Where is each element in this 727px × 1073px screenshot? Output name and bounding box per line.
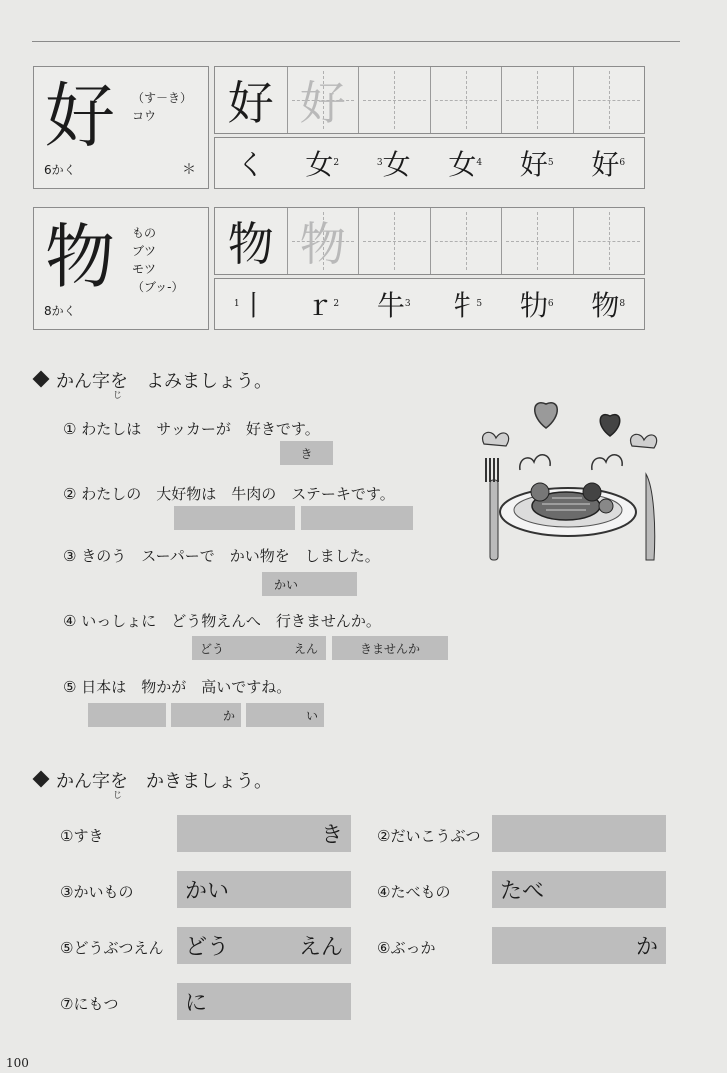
stroke-step: 好 6 (591, 148, 626, 181)
section-title-read: かん字を よみましょう。 (35, 367, 272, 393)
fork-icon (490, 480, 498, 560)
practice-cell[interactable] (501, 208, 573, 274)
stroke-step: ｒ 2 (305, 289, 340, 322)
write-box-7[interactable]: に (177, 983, 351, 1020)
kanji-character: 好 (45, 75, 115, 157)
steak-dinner-illustration (470, 388, 670, 568)
read-question-3: ③ きのう スーパーで かい物を しました。 (63, 547, 380, 565)
practice-cell: 物 (227, 217, 274, 271)
write-box-1[interactable]: き (177, 815, 351, 852)
kanji-character: 物 (45, 216, 115, 298)
header-rule (32, 41, 680, 42)
stroke-step: 物 8 (591, 289, 626, 322)
asterisk-mark: ＊ (182, 162, 196, 178)
write-label-5: ⑤どうぶつえん (60, 939, 164, 957)
diamond-bullet-icon (33, 771, 50, 788)
write-box-3[interactable]: かい (177, 871, 351, 908)
answer-box[interactable] (174, 506, 295, 530)
answer-box[interactable]: い (246, 703, 324, 727)
stroke-order-mono (214, 278, 645, 330)
write-label-3: ③かいもの (60, 883, 134, 901)
stroke-step: 3 女 (376, 148, 411, 181)
answer-box[interactable]: かい (262, 572, 357, 596)
practice-cell[interactable] (501, 67, 573, 133)
read-question-2: ② わたしの 大好物は 牛肉の ステーキです。 (63, 485, 395, 503)
practice-cell[interactable] (430, 67, 502, 133)
kanji-card-suki (33, 66, 209, 189)
practice-cell[interactable] (430, 208, 502, 274)
stroke-step: 女 2 (305, 148, 340, 181)
write-label-1: ①すき (60, 827, 104, 845)
write-label-4: ④たべもの (377, 883, 451, 901)
stroke-step: 牛 3 (376, 289, 411, 322)
stroke-step: 好 5 (519, 148, 554, 181)
practice-cell: 物 (287, 208, 359, 274)
practice-grid-suki (214, 66, 645, 134)
practice-cell[interactable] (573, 208, 645, 274)
write-box-4[interactable]: たべ (492, 871, 666, 908)
answer-box[interactable] (301, 506, 413, 530)
heart-icon (600, 415, 620, 436)
read-question-1: ① わたしは サッカーが 好きです。 (63, 420, 320, 438)
write-label-2: ②だいこうぶつ (377, 827, 481, 845)
answer-box[interactable]: き (280, 441, 333, 465)
ruby-ji: じ (113, 391, 123, 401)
section-title-write: かん字を かきましょう。 (35, 767, 272, 793)
practice-cell[interactable] (358, 67, 430, 133)
answer-box[interactable]: どう えん (192, 636, 326, 660)
stroke-count: 6かく (44, 163, 76, 177)
heart-icon (535, 403, 558, 428)
page-number: 100 (6, 1056, 29, 1070)
practice-cell[interactable] (358, 208, 430, 274)
write-label-7: ⑦にもつ (60, 995, 119, 1013)
stroke-step: 1 丨 (233, 289, 268, 322)
practice-cell[interactable] (573, 67, 645, 133)
knife-icon (646, 474, 655, 560)
answer-box[interactable]: か (171, 703, 241, 727)
diamond-bullet-icon (33, 371, 50, 388)
ruby-ji: じ (113, 791, 123, 801)
stroke-order-suki (214, 137, 645, 189)
butterfly-icon (631, 434, 657, 448)
write-box-2[interactable] (492, 815, 666, 852)
write-box-6[interactable]: か (492, 927, 666, 964)
butterfly-icon (483, 432, 509, 446)
kanji-readings: （す－き） コウ (132, 91, 193, 123)
kanji-card-mono (33, 207, 209, 330)
kanji-readings: もの ブツ モツ （ブッ-） (132, 226, 184, 294)
answer-box[interactable] (88, 703, 166, 727)
write-label-6: ⑥ぶっか (377, 939, 436, 957)
practice-cell: 好 (287, 67, 359, 133)
stroke-step: 牜 5 (448, 289, 483, 322)
practice-grid-mono (214, 207, 645, 275)
stroke-step: く (236, 148, 265, 181)
stroke-count: 8かく (44, 304, 76, 318)
write-box-5[interactable]: どう えん (177, 927, 351, 964)
read-question-5: ⑤ 日本は 物かが 高いですね。 (63, 678, 292, 696)
read-question-4: ④ いっしょに どう物えんへ 行きませんか。 (63, 612, 381, 630)
stroke-step: 牞 6 (519, 289, 554, 322)
practice-cell: 好 (227, 76, 274, 130)
stroke-step: 女 4 (448, 148, 483, 181)
answer-box[interactable]: きませんか (332, 636, 448, 660)
